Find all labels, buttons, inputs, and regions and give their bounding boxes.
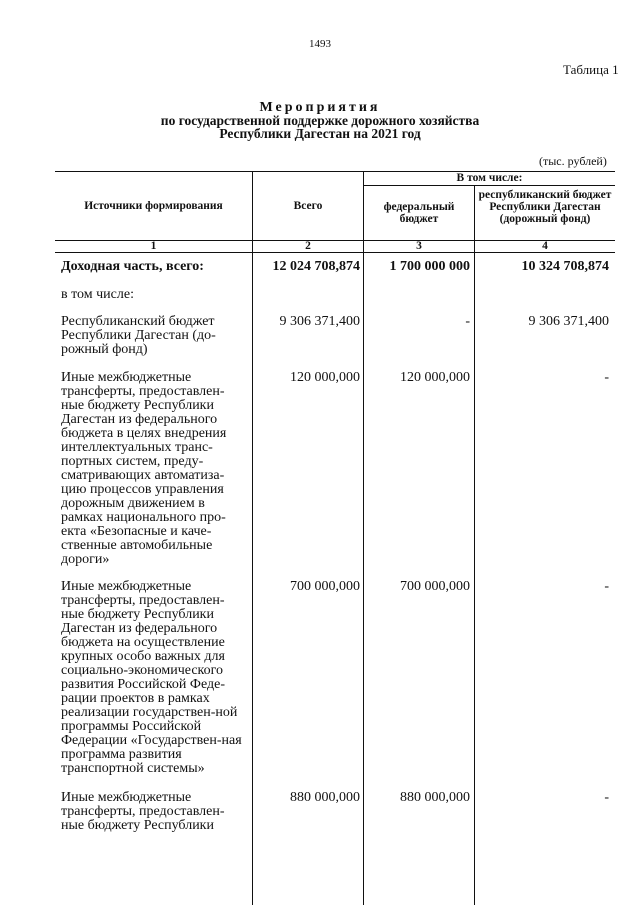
header-sources: Источники формирования <box>84 200 223 212</box>
column-number-2: 2 <box>305 240 311 252</box>
column-divider-2 <box>363 171 364 905</box>
title-line-2: по государственной поддержке дорожного хозяйства <box>160 113 480 128</box>
row-federal: - <box>465 314 470 329</box>
header-republic: республиканский бюджет Республики Дагестан (дорожный фонд) <box>478 189 612 225</box>
row-republic: - <box>604 370 609 385</box>
document-title <box>0 101 640 140</box>
column-number-4: 4 <box>542 240 548 252</box>
header-group: В том числе: <box>456 172 523 184</box>
row-republic: - <box>604 579 609 594</box>
number-row-bottom-border <box>55 252 615 253</box>
row-total: 12 024 708,874 <box>272 259 360 274</box>
row-federal: 1 700 000 000 <box>389 259 470 274</box>
row-republic: 9 306 371,400 <box>528 314 609 329</box>
column-divider-1 <box>252 171 253 905</box>
units-label: (тыс. рублей) <box>539 154 607 168</box>
group-header-border <box>363 185 615 186</box>
column-number-1: 1 <box>150 240 157 252</box>
table-label: Таблица 1 <box>563 62 619 77</box>
row-source: Иные межбюджетные трансферты, предоставлен-ные бюджету Республики Дагестан из федерального бюджета в целях внедрения интеллектуальных транс-портных систем, преду-сматривающих автоматиза-цию процессов управления дорожным движением в рамках национального про-екта «Безопасные и каче-ственные автомобильные дороги» <box>61 370 227 567</box>
row-source: Республиканский бюджет Республики Дагестан (до-рожный фонд) <box>61 314 216 357</box>
page-number: 1493 <box>309 38 331 50</box>
header-federal: федеральный бюджет <box>383 201 455 225</box>
row-source: Иные межбюджетные трансферты, предоставлен-ные бюджету Республики Дагестан из федерального бюджета на осуществление крупных особо важных для социально-экономического развития Российской Феде-рации проектов в рамках реализации государствен-ной программы Российской Федерации «Государствен-ная программа развития транспортной системы» <box>61 579 242 776</box>
column-number-3: 3 <box>416 240 422 252</box>
row-source: Доходная часть, всего: <box>61 259 204 274</box>
row-source: в том числе: <box>61 287 134 302</box>
column-divider-3 <box>474 185 475 905</box>
row-total: 880 000,000 <box>290 790 360 805</box>
row-total: 120 000,000 <box>290 370 360 385</box>
title-main: Мероприятия <box>259 100 381 115</box>
header-total: Всего <box>293 200 323 212</box>
row-total: 9 306 371,400 <box>279 314 360 329</box>
row-federal: 120 000,000 <box>400 370 470 385</box>
row-republic: - <box>604 790 609 805</box>
row-total: 700 000,000 <box>290 579 360 594</box>
title-line-3: Республики Дагестан на 2021 год <box>219 126 421 141</box>
row-source: Иные межбюджетные трансферты, предоставлен-ные бюджету Республики <box>61 790 225 833</box>
row-federal: 880 000,000 <box>400 790 470 805</box>
row-federal: 700 000,000 <box>400 579 470 594</box>
row-republic: 10 324 708,874 <box>521 259 609 274</box>
